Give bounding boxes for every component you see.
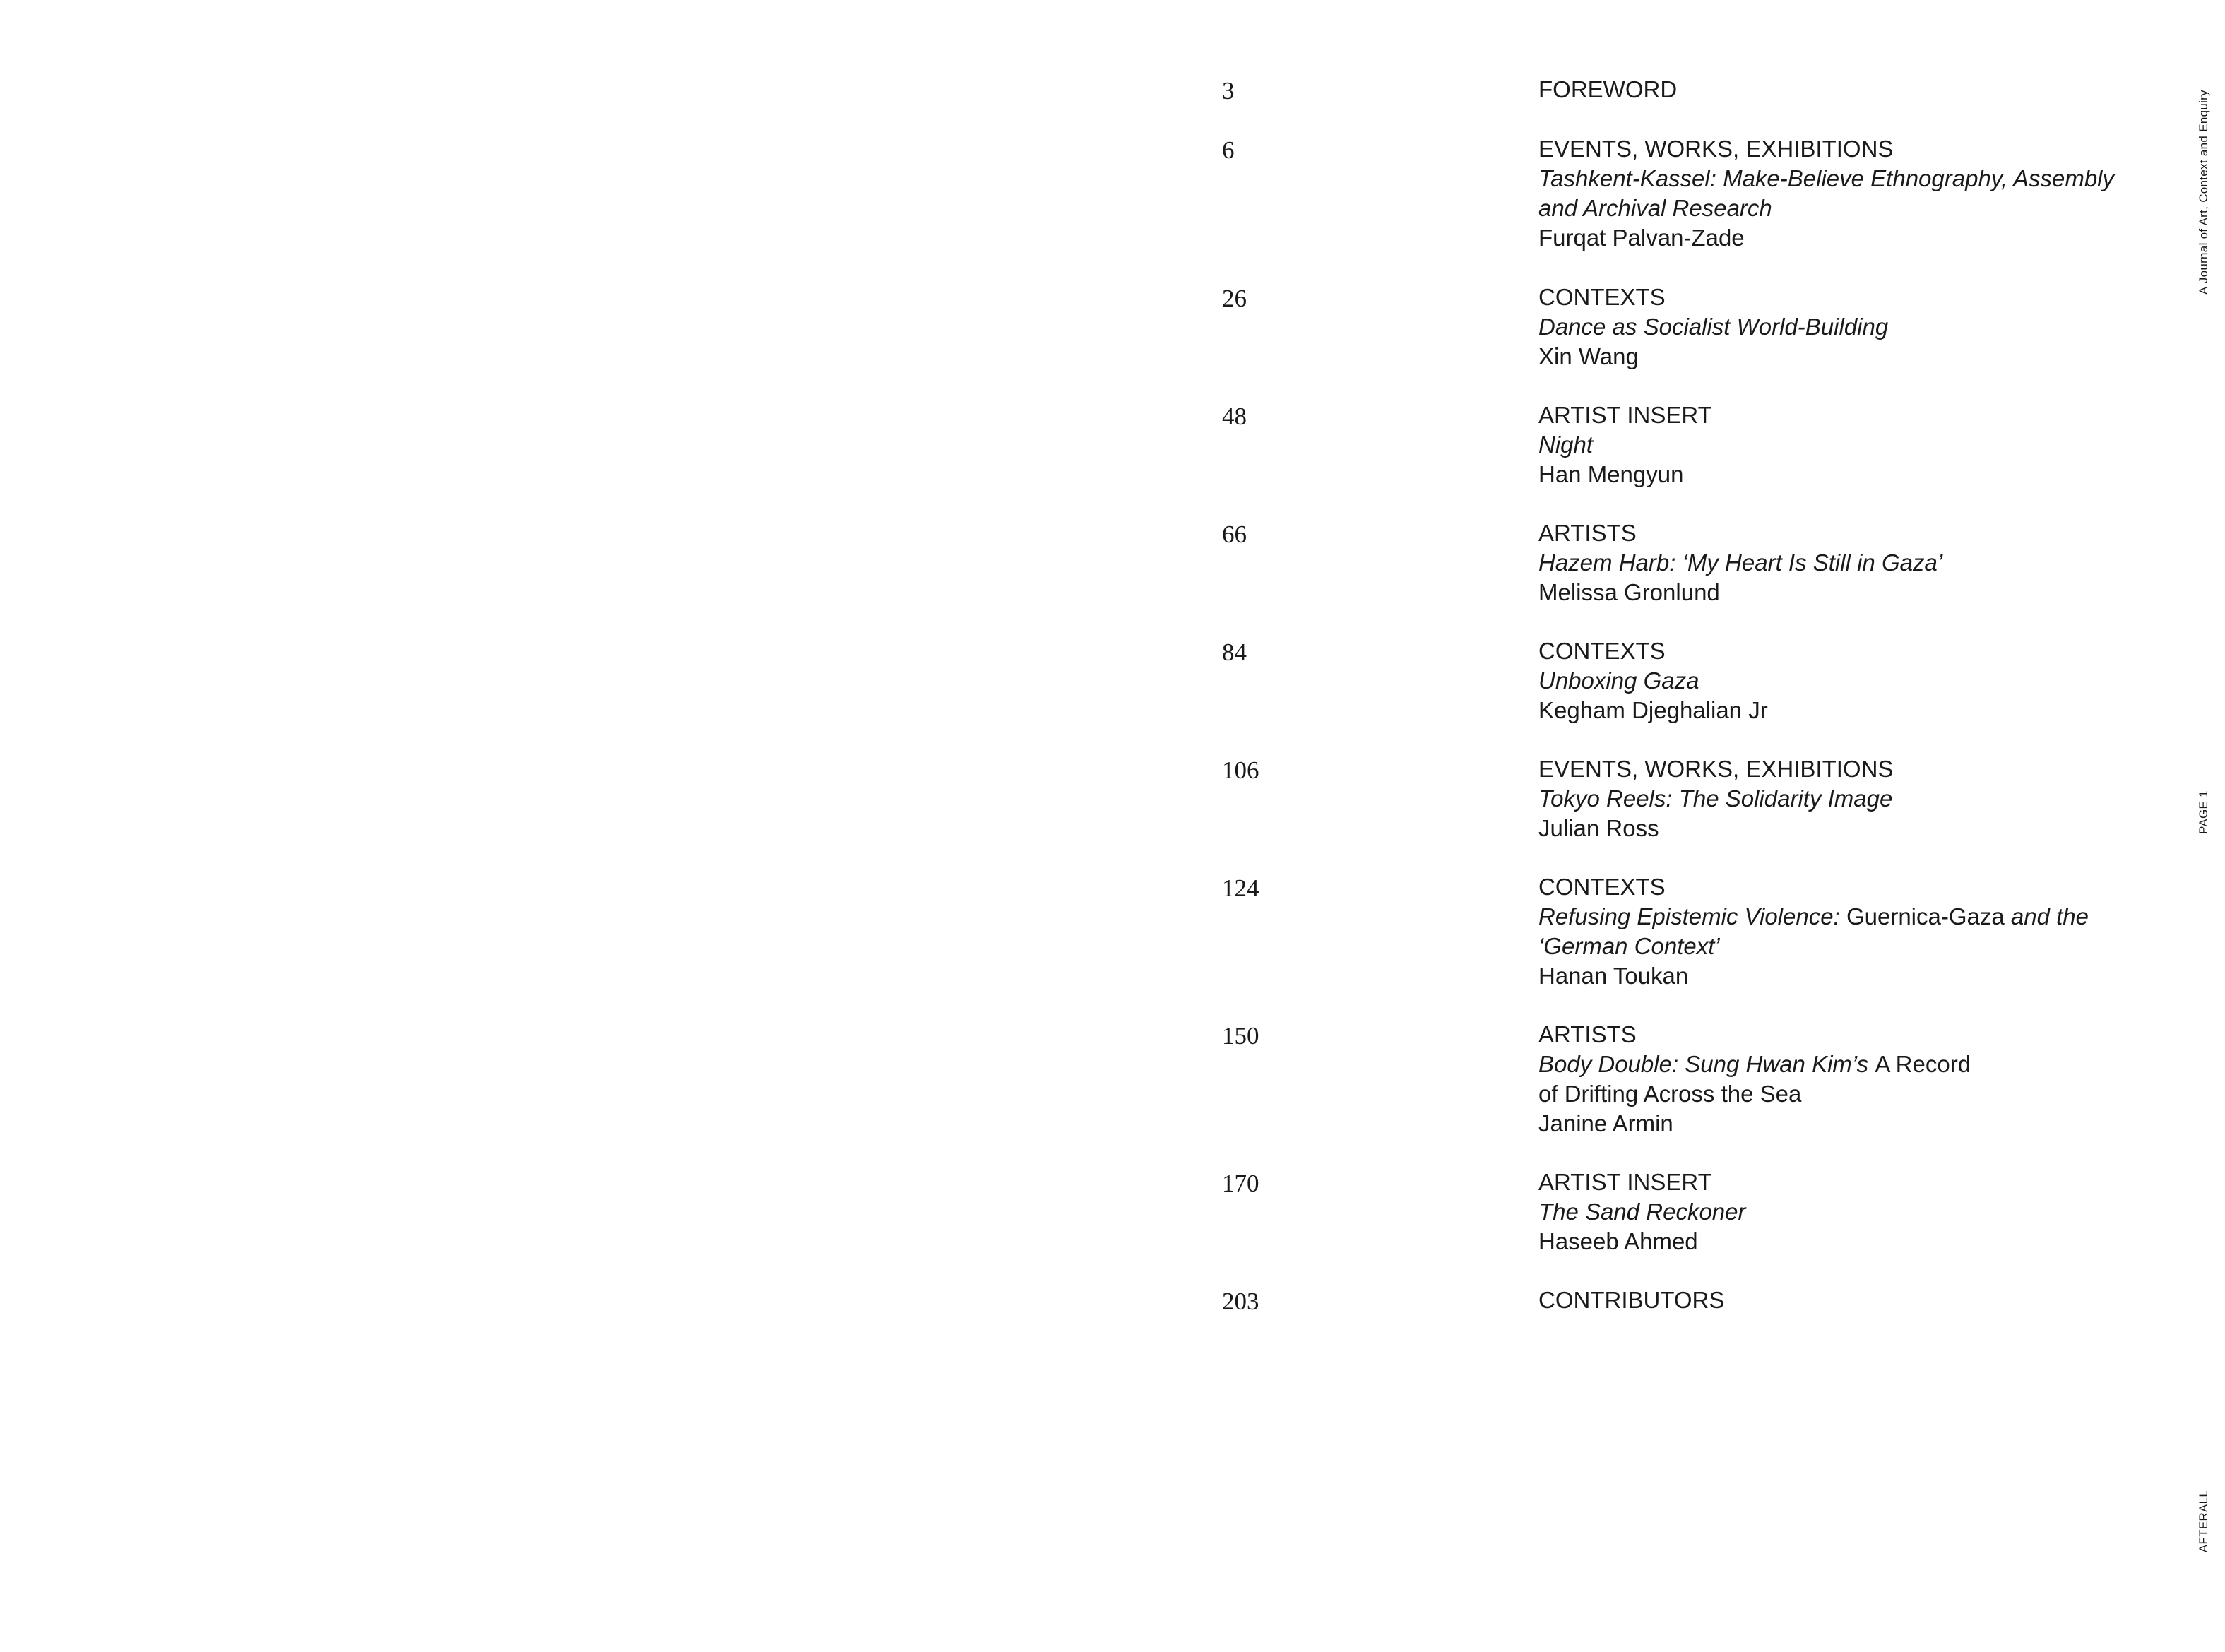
author-name: Furqat Palvan-Zade — [1538, 225, 1745, 251]
article-title: Hazem Harb: ‘My Heart Is Still in Gaza’ — [1538, 549, 1943, 576]
entry-body — [1538, 400, 2146, 489]
page-number: 106 — [1222, 756, 1259, 784]
article-title-cont: ‘German Context’ — [1538, 933, 1720, 959]
section-label: ARTISTS — [1538, 1021, 1637, 1047]
author-name: Melissa Gronlund — [1538, 579, 1720, 605]
title-part-italic: Refusing Epistemic Violence: — [1538, 903, 1846, 929]
article-title: Night — [1538, 432, 1594, 458]
entry-body — [1538, 636, 2146, 725]
section-label: CONTEXTS — [1538, 284, 1666, 310]
journal-tagline: A Journal of Art, Context and Enquiry — [2197, 90, 2210, 295]
article-title-cont: of Drifting Across the Sea — [1538, 1081, 1802, 1107]
page-number: 3 — [1222, 77, 1235, 105]
page-number: 124 — [1222, 874, 1259, 902]
title-part-roman: Guernica-Gaza — [1846, 903, 2005, 929]
title-part-roman: A Record — [1875, 1051, 1971, 1077]
page-number: 150 — [1222, 1022, 1259, 1050]
title-part-italic: Body Double: Sung Hwan Kim’s — [1538, 1051, 1875, 1077]
article-title: Dance as Socialist World-Building — [1538, 314, 1889, 340]
section-label: ARTISTS — [1538, 520, 1637, 546]
author-name: Hanan Toukan — [1538, 963, 1689, 989]
article-title: Tashkent-Kassel: Make-Believe Ethnography, Assembly — [1538, 165, 2115, 191]
author-name: Han Mengyun — [1538, 461, 1684, 487]
author-name: Julian Ross — [1538, 815, 1659, 841]
entry-body — [1538, 283, 2146, 372]
page-number: 84 — [1222, 638, 1247, 666]
author-name: Haseeb Ahmed — [1538, 1228, 1698, 1254]
article-title: Tokyo Reels: The Solidarity Image — [1538, 785, 1893, 812]
entry-body — [1538, 1167, 2146, 1256]
section-label: EVENTS, WORKS, EXHIBITIONS — [1538, 756, 1894, 782]
section-label: FOREWORD — [1538, 76, 1678, 102]
entry-body — [1538, 754, 2146, 843]
section-label: CONTEXTS — [1538, 638, 1666, 664]
article-title — [1538, 902, 2146, 932]
entry-body — [1538, 872, 2146, 991]
section-label: CONTRIBUTORS — [1538, 1287, 1725, 1313]
entry-body — [1538, 134, 2146, 253]
author-name: Xin Wang — [1538, 343, 1639, 369]
section-label: CONTEXTS — [1538, 874, 1666, 900]
author-name: Janine Armin — [1538, 1110, 1673, 1136]
page-number: 48 — [1222, 403, 1247, 430]
page-number: 66 — [1222, 521, 1247, 548]
entry-body — [1538, 75, 2146, 105]
article-title — [1538, 1050, 2146, 1079]
section-label: ARTIST INSERT — [1538, 1169, 1712, 1195]
article-title: Unboxing Gaza — [1538, 667, 1699, 694]
entry-body — [1538, 518, 2146, 607]
entry-body — [1538, 1020, 2146, 1139]
entry-body — [1538, 1285, 2146, 1315]
page-number: 170 — [1222, 1170, 1259, 1197]
section-label: ARTIST INSERT — [1538, 402, 1712, 428]
article-title-cont: and Archival Research — [1538, 195, 1772, 221]
article-title: The Sand Reckoner — [1538, 1199, 1746, 1225]
title-part-italic: and the — [2004, 903, 2089, 929]
section-label: EVENTS, WORKS, EXHIBITIONS — [1538, 136, 1894, 162]
brand-label: AFTERALL — [2197, 1490, 2210, 1553]
page-label: PAGE 1 — [2197, 790, 2210, 834]
page-number: 203 — [1222, 1288, 1259, 1315]
author-name: Kegham Djeghalian Jr — [1538, 697, 1768, 723]
page-number: 26 — [1222, 285, 1247, 312]
page-number: 6 — [1222, 136, 1235, 164]
